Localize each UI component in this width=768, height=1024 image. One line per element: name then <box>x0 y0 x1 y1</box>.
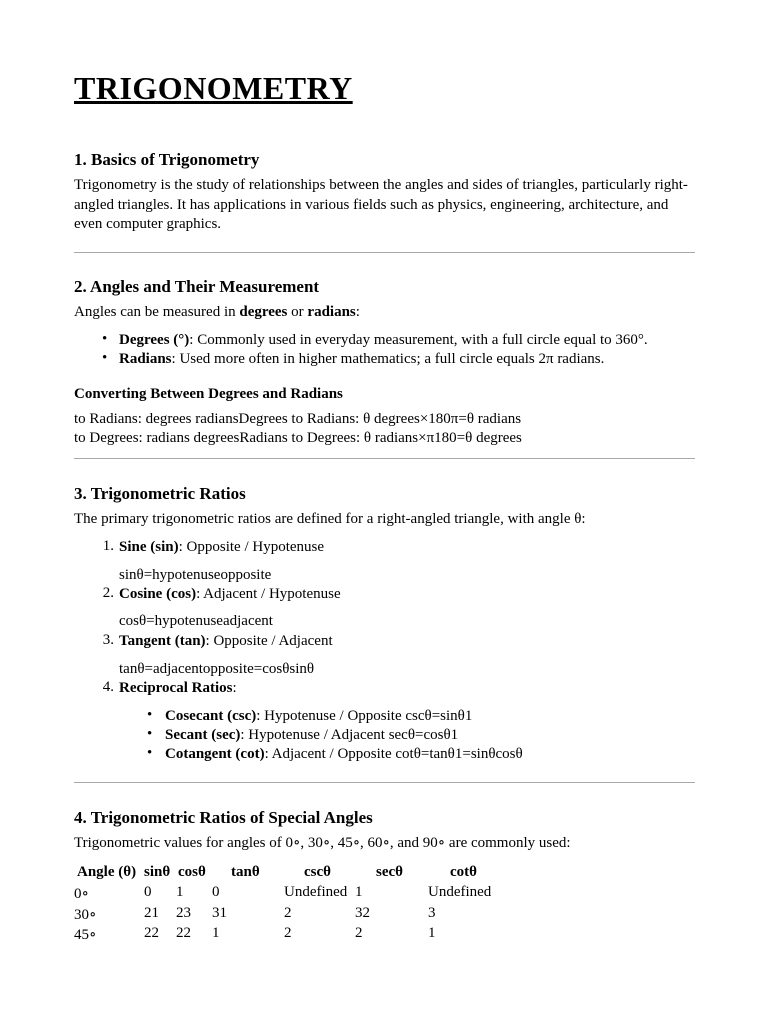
table-header: tanθ <box>231 864 260 880</box>
bullet-dot: • <box>147 745 153 761</box>
table-cell: Undefined <box>284 884 348 900</box>
conversion-line-to-radians: to Radians: degrees radiansDegrees to Radians: θ degrees×180π=θ radians <box>74 411 522 427</box>
table-header: Angle (θ) <box>77 864 137 880</box>
section-paragraph-basics: Trigonometry is the study of relationships between the angles and sides of triangles, particularly right-angled triangles. It has applications in various fields such as physics, engineering, architecture, and even computer graphics. <box>74 177 688 232</box>
bullet-dot: • <box>102 331 108 347</box>
table-cell: 30∘ <box>74 907 97 923</box>
table-cell: 23 <box>176 905 191 921</box>
table-cell: 32 <box>355 905 370 921</box>
divider <box>74 782 695 783</box>
divider <box>74 458 695 459</box>
ratios-intro: The primary trigonometric ratios are defined for a right-angled triangle, with angle θ: <box>74 511 586 527</box>
divider <box>74 252 695 253</box>
list-item-tangent: Tangent (tan): Opposite / Adjacent <box>119 633 333 649</box>
angles-intro: Angles can be measured in degrees or radians: <box>74 304 360 320</box>
table-cell: 2 <box>284 925 292 941</box>
table-cell: 22 <box>176 925 191 941</box>
table-cell: 3 <box>428 905 436 921</box>
section-heading-special-angles: 4. Trigonometric Ratios of Special Angles <box>74 808 373 827</box>
formula-tangent: tanθ=adjacentopposite=cosθsinθ <box>119 661 315 677</box>
table-cell: 1 <box>428 925 436 941</box>
table-cell: 2 <box>284 905 292 921</box>
list-number: 3. <box>102 632 114 648</box>
table-cell: 1 <box>212 925 220 941</box>
table-header: sinθ <box>144 864 171 880</box>
table-cell: 0∘ <box>74 886 89 902</box>
list-item-sine: Sine (sin): Opposite / Hypotenuse <box>119 539 325 555</box>
list-item-radians: Radians: Used more often in higher mathematics; a full circle equals 2π radians. <box>119 351 605 367</box>
table-cell: 31 <box>212 905 227 921</box>
table-cell: 22 <box>144 925 159 941</box>
table-cell: 0 <box>144 884 152 900</box>
subheading-converting: Converting Between Degrees and Radians <box>74 386 343 402</box>
list-number: 2. <box>102 585 114 601</box>
section-heading-angles: 2. Angles and Their Measurement <box>74 277 320 296</box>
list-item-secant: Secant (sec): Hypotenuse / Adjacent secθ=cosθ1 <box>165 727 459 743</box>
list-item-degrees: Degrees (°): Commonly used in everyday measurement, with a full circle equal to 360°. <box>119 332 648 348</box>
section-heading-basics: 1. Basics of Trigonometry <box>74 150 260 169</box>
table-cell: Undefined <box>428 884 492 900</box>
list-item-reciprocal: Reciprocal Ratios: <box>119 680 237 696</box>
table-cell: 1 <box>176 884 184 900</box>
table-header: cosθ <box>178 864 206 880</box>
table-cell: 21 <box>144 905 159 921</box>
formula-cosine: cosθ=hypotenuseadjacent <box>119 613 273 629</box>
bullet-dot: • <box>147 726 153 742</box>
table-header: secθ <box>376 864 403 880</box>
page-title: TRIGONOMETRY <box>74 70 353 106</box>
table-cell: 45∘ <box>74 927 97 943</box>
table-header: cscθ <box>304 864 331 880</box>
special-angles-intro: Trigonometric values for angles of 0∘, 30∘, 45∘, 60∘, and 90∘ are commonly used: <box>74 835 571 851</box>
bullet-dot: • <box>102 350 108 366</box>
bullet-dot: • <box>147 707 153 723</box>
table-cell: 0 <box>212 884 220 900</box>
list-item-cosecant: Cosecant (csc): Hypotenuse / Opposite cscθ=sinθ1 <box>165 708 473 724</box>
list-number: 4. <box>102 679 114 695</box>
list-item-cotangent: Cotangent (cot): Adjacent / Opposite cotθ=tanθ1=sinθcosθ <box>165 746 523 762</box>
table-cell: 1 <box>355 884 363 900</box>
list-item-cosine: Cosine (cos): Adjacent / Hypotenuse <box>119 586 341 602</box>
conversion-line-to-degrees: to Degrees: radians degreesRadians to Degrees: θ radians×π180=θ degrees <box>74 430 522 446</box>
table-cell: 2 <box>355 925 363 941</box>
section-heading-ratios: 3. Trigonometric Ratios <box>74 484 246 503</box>
list-number: 1. <box>102 538 114 554</box>
table-header: cotθ <box>450 864 477 880</box>
formula-sine: sinθ=hypotenuseopposite <box>119 567 272 583</box>
